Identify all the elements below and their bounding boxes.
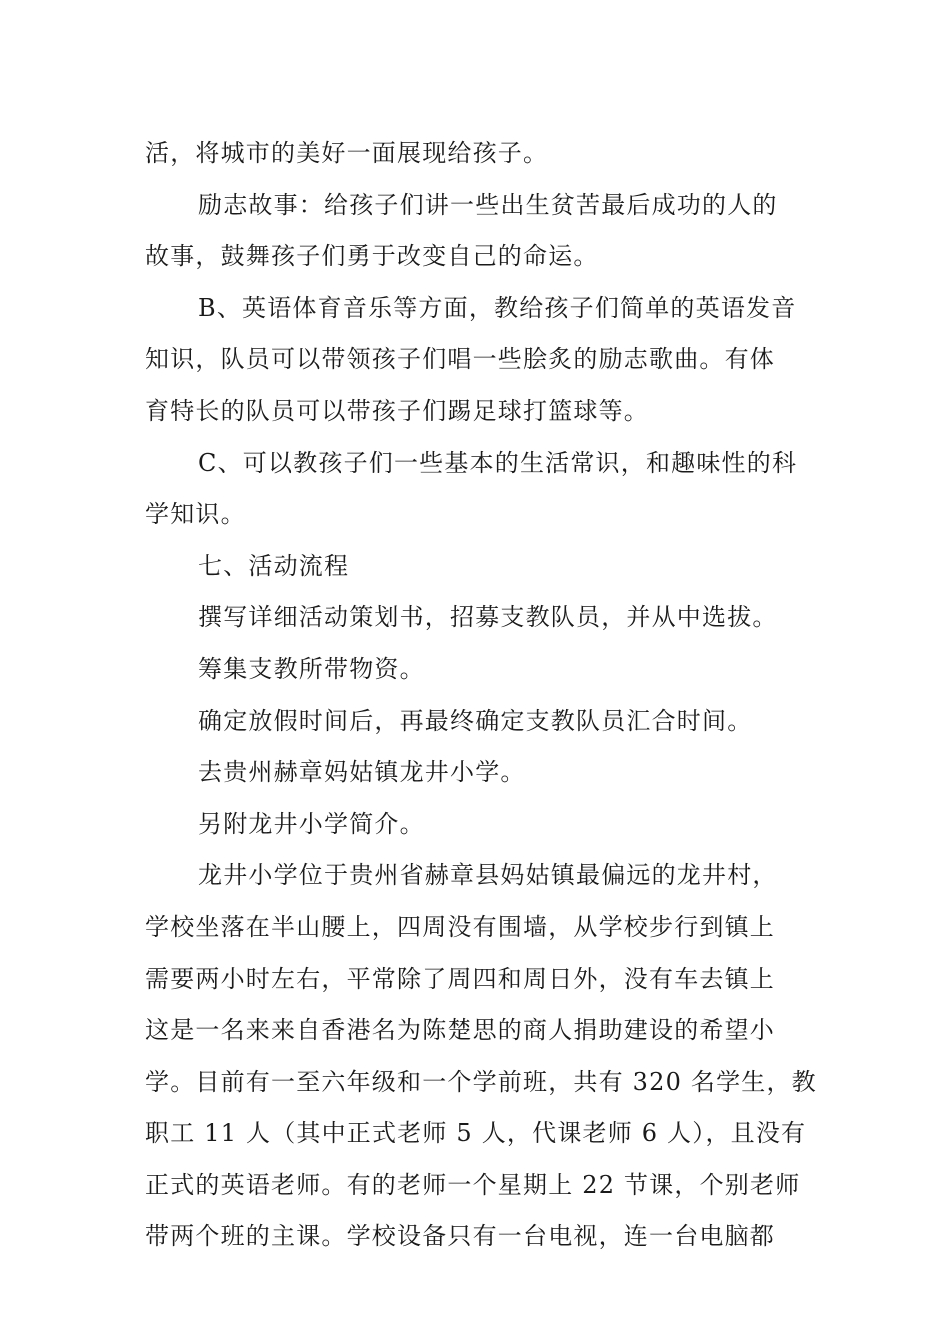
text-line: 职工 11 人（其中正式老师 5 人，代课老师 6 人），且没有 xyxy=(145,1119,807,1148)
text-line: 育特长的队员可以带孩子们踢足球打篮球等。 xyxy=(145,396,649,425)
text-line: 七、活动流程 xyxy=(198,551,350,580)
text-line: 确定放假时间后，再最终确定支教队员汇合时间。 xyxy=(198,706,753,735)
text-line: 龙井小学位于贵州省赫章县妈姑镇最偏远的龙井村， xyxy=(198,861,778,890)
text-line: 去贵州赫章妈姑镇龙井小学。 xyxy=(198,758,526,787)
text-line: 带两个班的主课。学校设备只有一台电视，连一台电脑都 xyxy=(145,1222,775,1251)
text-line: 学校坐落在半山腰上，四周没有围墙，从学校步行到镇上 xyxy=(145,912,775,941)
text-line: B、英语体育音乐等方面，教给孩子们简单的英语发音 xyxy=(198,293,797,322)
text-line: 知识，队员可以带领孩子们唱一些脍炙的励志歌曲。有体 xyxy=(145,345,775,374)
text-line: C、可以教孩子们一些基本的生活常识，和趣味性的科 xyxy=(198,448,798,477)
text-line: 学。目前有一至六年级和一个学前班，共有 320 名学生，教 xyxy=(145,1067,817,1096)
text-line: 学知识。 xyxy=(145,500,246,529)
text-line: 正式的英语老师。有的老师一个星期上 22 节课，个别老师 xyxy=(145,1170,801,1199)
text-line: 这是一名来来自香港名为陈楚思的商人捐助建设的希望小 xyxy=(145,1016,775,1045)
text-line: 活，将城市的美好一面展现给孩子。 xyxy=(145,139,549,167)
text-line: 筹集支教所带物资。 xyxy=(198,654,425,683)
text-line: 需要两小时左右，平常除了周四和周日外，没有车去镇上 xyxy=(145,964,775,993)
text-line: 故事，鼓舞孩子们勇于改变自己的命运。 xyxy=(145,242,599,271)
text-line: 另附龙井小学简介。 xyxy=(198,809,425,838)
text-line: 励志故事：给孩子们讲一些出生贫苦最后成功的人的 xyxy=(198,190,778,219)
text-line: 撰写详细活动策划书，招募支教队员，并从中选拔。 xyxy=(198,603,778,632)
document-body xyxy=(145,128,817,1263)
